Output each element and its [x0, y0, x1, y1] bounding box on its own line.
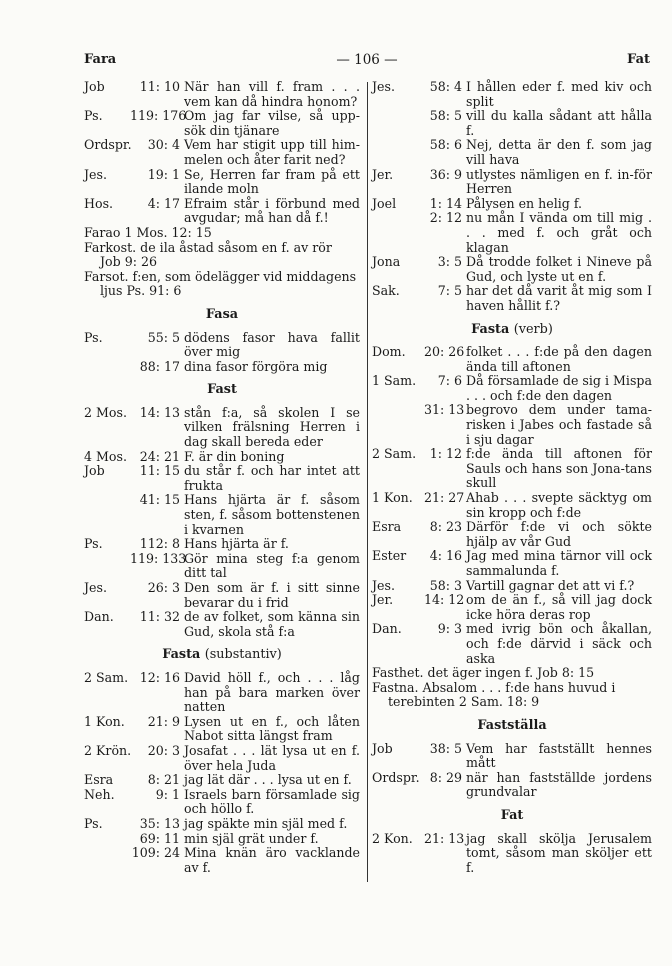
verse-reference: 12: 16 — [139, 669, 180, 685]
verse-text: Ahab . . . svepte säcktyg om sin kropp och f:de — [466, 490, 652, 520]
section-heading — [372, 719, 652, 734]
headword-entry — [372, 681, 652, 710]
verse-reference: 4: 16 — [429, 548, 462, 564]
verse-text: om de än f., så vill jag dock icke höra deras rop — [466, 592, 652, 622]
concordance-entry — [372, 520, 652, 549]
headword-entry — [372, 666, 652, 681]
concordance-entry — [84, 671, 360, 715]
column-divider — [367, 82, 368, 882]
concordance-entry — [84, 109, 360, 138]
book-name: Neh. — [84, 786, 115, 802]
verse-reference: 36: 9 — [429, 166, 462, 182]
concordance-entry — [84, 610, 360, 639]
verse-text: Då församlade de sig i Mispa . . . och f:de den dagen — [466, 373, 652, 403]
headword-continuation: terebinten 2 Sam. 18: 9 — [388, 694, 540, 710]
book-name: 2 Sam. — [84, 669, 129, 685]
verse-text: stån f:a, så skolen I se vilken frälsning Herren i dag skall bereda eder — [184, 404, 360, 450]
section-heading — [372, 809, 652, 824]
verse-reference: 11: 10 — [139, 79, 180, 94]
concordance-entry — [84, 817, 360, 832]
concordance-entry — [372, 345, 652, 374]
verse-reference: 55: 5 — [147, 329, 180, 345]
book-name: Jer. — [372, 592, 394, 608]
book-name: Jes. — [84, 580, 107, 595]
section-heading-text: Fast — [207, 382, 237, 398]
verse-text: min själ grät under f. — [184, 830, 319, 846]
concordance-entry — [84, 80, 360, 109]
verse-text: Hans hjärta är f. — [184, 536, 289, 552]
book-name: Joel — [372, 195, 397, 211]
verse-text: dödens fasor hava fallit över mig — [184, 329, 360, 360]
book-name: Esra — [84, 772, 114, 788]
verse-reference: 9: 3 — [437, 621, 462, 637]
verse-reference: 119: 133 — [130, 550, 187, 566]
concordance-entry — [372, 491, 652, 520]
verse-reference: 58: 4 — [429, 79, 462, 94]
concordance-entry — [372, 109, 652, 138]
book-name: Ps. — [84, 815, 103, 831]
concordance-entry — [372, 579, 652, 594]
verse-text: vill du kalla sådant att hålla f. — [466, 108, 652, 138]
verse-reference: 24: 21 — [139, 448, 180, 464]
concordance-entry — [372, 138, 652, 167]
verse-reference: 30: 4 — [147, 137, 180, 153]
verse-text: Vem har fastställt hennes mått — [466, 740, 652, 771]
verse-reference: 21: 13 — [424, 830, 465, 846]
concordance-entry — [84, 138, 360, 167]
concordance-entry — [84, 744, 360, 773]
book-name: 2 Kon. — [372, 830, 413, 846]
book-name: Sak. — [372, 283, 400, 299]
verse-reference: 112: 8 — [139, 536, 180, 552]
headword-text: Fastna. Absalom . . . f:de hans huvud i — [372, 679, 616, 695]
headword-text: Farao 1 Mos. 12: 15 — [84, 224, 212, 240]
verse-text: Då trodde folket i Nineve på Gud, och lyste ut en f. — [466, 254, 652, 284]
verse-reference: 58: 6 — [429, 137, 462, 153]
verse-reference: 119: 176 — [130, 108, 187, 124]
section-heading — [84, 648, 360, 663]
verse-text: Den som är f. i sitt sinne bevarar du i frid — [184, 580, 360, 610]
headword-entry — [84, 270, 360, 299]
verse-reference: 7: 6 — [437, 373, 462, 389]
book-name: Dan. — [372, 621, 402, 637]
book-name: Esra — [372, 519, 402, 535]
verse-reference: 8: 29 — [429, 769, 462, 785]
verse-text: Vartill gagnar det att vi f.? — [466, 577, 635, 593]
book-name: Job — [84, 79, 105, 94]
verse-reference: 69: 11 — [139, 830, 180, 846]
verse-text: jag späkte min själ med f. — [184, 815, 348, 831]
concordance-entry — [372, 771, 652, 800]
verse-text: har det då varit åt mig som I haven hållit f.? — [466, 283, 652, 313]
verse-text: Se, Herren far fram på ett ilande moln — [184, 166, 360, 197]
headword-continuation: Job 9: 26 — [100, 254, 157, 270]
verse-reference: 31: 13 — [424, 402, 465, 418]
verse-text: Gör mina steg f:a genom ditt tal — [184, 550, 360, 581]
concordance-entry — [84, 360, 360, 375]
verse-reference: 1: 14 — [429, 195, 462, 211]
verse-reference: 20: 3 — [147, 742, 180, 758]
verse-text: Israels barn församlade sig och höllo f. — [184, 786, 360, 817]
book-name: Jona — [372, 254, 401, 270]
concordance-entry — [372, 197, 652, 212]
section-heading-text: Fastställa — [477, 717, 547, 733]
verse-reference: 14: 12 — [424, 592, 465, 608]
verse-text: med ivrig bön och åkallan, och f:de därvid i säck och aska — [466, 621, 652, 666]
verse-reference: 20: 26 — [424, 344, 465, 360]
concordance-entry — [84, 331, 360, 360]
book-name: 4 Mos. — [84, 448, 127, 464]
verse-text: jag skall skölja Jerusalem tomt, såsom man sköljer ett f. — [466, 830, 652, 875]
verse-reference: 8: 21 — [147, 772, 180, 788]
book-name: 2 Mos. — [84, 404, 127, 420]
verse-text: du står f. och har intet att frukta — [184, 463, 360, 493]
concordance-entry — [84, 168, 360, 197]
verse-text: Pålysen en helig f. — [466, 195, 583, 211]
verse-text: Lysen ut en f., och låten Nabot sitta längst fram — [184, 713, 360, 744]
verse-reference: 11: 15 — [139, 463, 180, 479]
verse-text: utlystes nämligen en f. in-för Herren — [466, 166, 652, 197]
verse-reference: 38: 5 — [429, 740, 462, 756]
left-column — [84, 80, 360, 875]
verse-reference: 14: 13 — [139, 404, 180, 420]
page-header — [84, 52, 650, 72]
book-name: 1 Sam. — [372, 373, 417, 389]
headword-entry — [84, 241, 360, 270]
book-name: Ordspr. — [84, 137, 132, 153]
verse-reference: 58: 3 — [429, 577, 462, 593]
section-heading-text: Fasta — [471, 321, 510, 337]
concordance-entry — [372, 374, 652, 403]
verse-text: när han fastställde jordens grundvalar — [466, 769, 652, 800]
verse-reference: 26: 3 — [147, 580, 180, 595]
book-name: Ps. — [84, 108, 103, 124]
book-name: 1 Kon. — [84, 713, 125, 729]
book-name: Ps. — [84, 536, 103, 552]
section-heading — [372, 323, 652, 338]
verse-text: I hållen eder f. med kiv och split — [466, 79, 652, 109]
concordance-entry — [84, 464, 360, 493]
headword-text: Farkost. de ila åstad såsom en f. av rör — [84, 239, 332, 255]
verse-reference: 9: 1 — [155, 786, 180, 802]
book-name: Jes. — [372, 79, 395, 94]
concordance-entry — [372, 447, 652, 491]
verse-reference: 4: 17 — [147, 195, 180, 211]
section-heading — [84, 383, 360, 398]
concordance-entry — [84, 537, 360, 552]
verse-reference: 8: 23 — [429, 519, 462, 535]
headword-continuation: ljus Ps. 91: 6 — [100, 283, 182, 299]
book-name: Jes. — [372, 577, 395, 593]
verse-text: Nej, detta är den f. som jag vill hava — [466, 137, 652, 167]
verse-reference: 35: 13 — [139, 815, 180, 831]
concordance-entry — [84, 581, 360, 610]
concordance-entry — [84, 846, 360, 875]
right-column — [372, 80, 652, 875]
verse-reference: 41: 15 — [139, 492, 180, 508]
section-heading-sub: (verb) — [513, 321, 553, 337]
verse-text: Efraim står i förbund med avgudar; må han då f.! — [184, 195, 360, 226]
verse-text: David höll f., och . . . låg han på bara marken över natten — [184, 669, 360, 715]
concordance-entry — [372, 211, 652, 255]
verse-text: folket . . . f:de på den dagen ända till aftonen — [466, 344, 652, 374]
verse-reference: 21: 27 — [424, 490, 465, 506]
section-heading-text: Fat — [500, 807, 524, 823]
verse-text: Hans hjärta är f. såsom sten, f. såsom bottenstenen i kvarnen — [184, 492, 360, 537]
section-heading-text: Fasta — [162, 647, 201, 663]
concordance-entry — [372, 832, 652, 876]
page-number: — 106 — — [336, 52, 398, 68]
concordance-entry — [84, 493, 360, 537]
concordance-entry — [372, 168, 652, 197]
verse-text: Mina knän äro vacklande av f. — [184, 845, 360, 875]
concordance-entry — [84, 773, 360, 788]
verse-reference: 1: 12 — [429, 446, 462, 462]
book-name: Job — [372, 740, 393, 756]
verse-reference: 2: 12 — [429, 210, 462, 226]
running-head-right: Fat — [627, 52, 650, 67]
section-heading-sub: (substantiv) — [204, 647, 282, 663]
book-name: Jer. — [372, 166, 394, 182]
verse-reference: 88: 17 — [139, 358, 180, 374]
concordance-entry — [372, 255, 652, 284]
verse-text: F. är din boning — [184, 448, 285, 464]
verse-text: Vem har stigit upp till him-melen och åter farit ned? — [184, 137, 360, 167]
concordance-entry — [372, 284, 652, 313]
verse-reference: 19: 1 — [147, 166, 180, 182]
concordance-entry — [84, 406, 360, 450]
verse-reference: 11: 32 — [139, 609, 180, 625]
concordance-entry — [84, 788, 360, 817]
verse-text: de av folket, som känna sin Gud, skola stå f:a — [184, 609, 360, 639]
book-name: Ps. — [84, 329, 103, 345]
book-name: Hos. — [84, 195, 114, 211]
verse-text: Därför f:de vi och sökte hjälp av vår Gud — [466, 519, 652, 549]
concordance-entry — [372, 80, 652, 109]
concordance-entry — [84, 832, 360, 847]
verse-text: begrovo dem under tama-risken i Jabes och fastade så i sju dagar — [466, 402, 652, 447]
verse-text: Josafat . . . lät lysa ut en f. över hela Juda — [184, 742, 360, 773]
verse-reference: 21: 9 — [147, 713, 180, 729]
concordance-entry — [84, 197, 360, 226]
verse-reference: 109: 24 — [131, 845, 180, 861]
book-name: Dom. — [372, 344, 406, 360]
book-name: 2 Krön. — [84, 742, 132, 758]
verse-text: jag lät där . . . lysa ut en f. — [184, 772, 352, 788]
verse-text: När han vill f. fram . . . vem kan då hindra honom? — [184, 79, 360, 109]
concordance-entry — [372, 593, 652, 622]
book-name: Jes. — [84, 166, 107, 182]
verse-reference: 7: 5 — [437, 283, 462, 299]
headword-entry — [84, 226, 360, 241]
concordance-entry — [372, 549, 652, 578]
concordance-entry — [372, 403, 652, 447]
headword-text: Fasthet. det äger ingen f. Job 8: 15 — [372, 665, 595, 681]
section-heading — [84, 308, 360, 323]
concordance-entry — [84, 552, 360, 581]
book-name: Job — [84, 463, 105, 479]
running-head-left: Fara — [84, 52, 117, 67]
section-heading-text: Fasa — [205, 306, 239, 322]
verse-text: nu mån I vända om till mig . . . med f. och gråt och klagan — [466, 210, 652, 255]
book-name: Ordspr. — [372, 769, 420, 785]
concordance-entry — [372, 742, 652, 771]
verse-reference: 3: 5 — [437, 254, 462, 270]
book-name: 2 Sam. — [372, 446, 417, 462]
verse-reference: 58: 5 — [429, 108, 462, 124]
concordance-entry — [372, 622, 652, 666]
book-name: 1 Kon. — [372, 490, 413, 506]
verse-text: f:de ända till aftonen för Sauls och hans son Jona-tans skull — [466, 446, 652, 491]
verse-text: Om jag far vilse, så upp-sök din tjänare — [184, 108, 360, 138]
book-name: Dan. — [84, 609, 114, 625]
verse-text: Jag med mina tärnor vill ock sammalunda f. — [466, 548, 652, 578]
book-name: Ester — [372, 548, 407, 564]
verse-text: dina fasor förgöra mig — [184, 358, 328, 374]
concordance-entry — [84, 715, 360, 744]
concordance-entry — [84, 450, 360, 465]
headword-text: Farsot. f:en, som ödelägger vid middagens — [84, 268, 357, 284]
